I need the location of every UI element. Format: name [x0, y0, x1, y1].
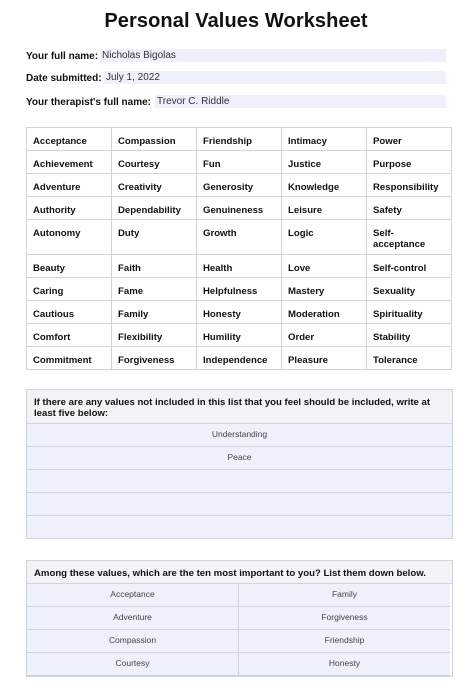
value-cell: Leisure: [282, 197, 367, 220]
top-value-field[interactable]: Honesty: [239, 653, 450, 676]
value-cell: Sexuality: [367, 278, 452, 301]
table-row: [27, 301, 452, 324]
table-row: [27, 220, 452, 255]
date-submitted-row: [26, 72, 446, 86]
additional-values-prompt: If there are any values not included in this list that you feel should be included, write at least five below:: [27, 390, 452, 424]
value-cell: Humility: [197, 324, 282, 347]
value-cell: Faith: [112, 255, 197, 278]
value-cell: Flexibility: [112, 324, 197, 347]
table-row: [27, 174, 452, 197]
top-value-field[interactable]: Adventure: [27, 607, 239, 630]
value-cell: Creativity: [112, 174, 197, 197]
top-ten-list: [27, 584, 452, 676]
table-row: [27, 278, 452, 301]
value-cell: Generosity: [197, 174, 282, 197]
value-cell: Forgiveness: [112, 347, 197, 370]
therapist-name-field[interactable]: Trevor C. Riddle: [155, 95, 446, 108]
therapist-name-row: [26, 96, 446, 110]
value-cell: Order: [282, 324, 367, 347]
value-cell: Duty: [112, 220, 197, 255]
top-ten-section: [26, 560, 453, 677]
value-cell: Power: [367, 128, 452, 151]
top-value-field[interactable]: Acceptance: [27, 584, 239, 607]
value-cell: Helpfulness: [197, 278, 282, 301]
value-cell: Justice: [282, 151, 367, 174]
value-cell: Tolerance: [367, 347, 452, 370]
value-cell: Self-control: [367, 255, 452, 278]
top-value-field[interactable]: Courtesy: [27, 653, 239, 676]
value-cell: Acceptance: [27, 128, 112, 151]
therapist-name-label: Your therapist's full name:: [26, 97, 151, 108]
value-cell: Cautious: [27, 301, 112, 324]
table-row: [27, 151, 452, 174]
value-cell: Friendship: [197, 128, 282, 151]
value-cell: Purpose: [367, 151, 452, 174]
additional-value-field[interactable]: [27, 470, 452, 493]
value-cell: Achievement: [27, 151, 112, 174]
value-cell: Responsibility: [367, 174, 452, 197]
value-cell: Love: [282, 255, 367, 278]
value-cell: Growth: [197, 220, 282, 255]
value-cell: Logic: [282, 220, 367, 255]
value-cell: Courtesy: [112, 151, 197, 174]
table-row: [27, 128, 452, 151]
top-value-field[interactable]: Friendship: [239, 630, 450, 653]
table-row: [27, 197, 452, 220]
date-submitted-label: Date submitted:: [26, 73, 102, 84]
value-cell: Safety: [367, 197, 452, 220]
value-cell: Intimacy: [282, 128, 367, 151]
additional-value-field[interactable]: Peace: [27, 447, 452, 470]
value-cell: Moderation: [282, 301, 367, 324]
value-cell: Autonomy: [27, 220, 112, 255]
value-cell: Family: [112, 301, 197, 324]
page-title: Personal Values Worksheet: [104, 10, 368, 32]
values-table: [26, 127, 452, 370]
value-cell: Genuineness: [197, 197, 282, 220]
value-cell: Caring: [27, 278, 112, 301]
value-cell: Fun: [197, 151, 282, 174]
additional-value-field[interactable]: Understanding: [27, 424, 452, 447]
value-cell: Fame: [112, 278, 197, 301]
value-cell: Pleasure: [282, 347, 367, 370]
additional-value-field[interactable]: [27, 493, 452, 516]
value-cell: Knowledge: [282, 174, 367, 197]
value-cell: Mastery: [282, 278, 367, 301]
table-row: [27, 255, 452, 278]
value-cell: Adventure: [27, 174, 112, 197]
full-name-label: Your full name:: [26, 51, 99, 62]
value-cell: Commitment: [27, 347, 112, 370]
additional-values-section: [26, 389, 453, 539]
value-cell: Beauty: [27, 255, 112, 278]
full-name-row: [26, 50, 446, 64]
table-row: [27, 324, 452, 347]
top-value-field[interactable]: Forgiveness: [239, 607, 450, 630]
date-submitted-field[interactable]: July 1, 2022: [104, 71, 446, 84]
table-row: [27, 347, 452, 370]
top-value-field[interactable]: Compassion: [27, 630, 239, 653]
top-value-field[interactable]: Family: [239, 584, 450, 607]
top-ten-prompt: Among these values, which are the ten most important to you? List them down below.: [27, 561, 452, 584]
value-cell: Comfort: [27, 324, 112, 347]
value-cell: Self- acceptance: [367, 220, 452, 255]
value-cell: Dependability: [112, 197, 197, 220]
value-cell: Honesty: [197, 301, 282, 324]
value-cell: Authority: [27, 197, 112, 220]
additional-values-list: [27, 424, 452, 538]
value-cell: Spirituality: [367, 301, 452, 324]
value-cell: Compassion: [112, 128, 197, 151]
full-name-field[interactable]: Nicholas Bigolas: [100, 49, 446, 62]
value-cell: Health: [197, 255, 282, 278]
value-cell: Stability: [367, 324, 452, 347]
value-cell: Independence: [197, 347, 282, 370]
additional-value-field[interactable]: [27, 516, 452, 538]
